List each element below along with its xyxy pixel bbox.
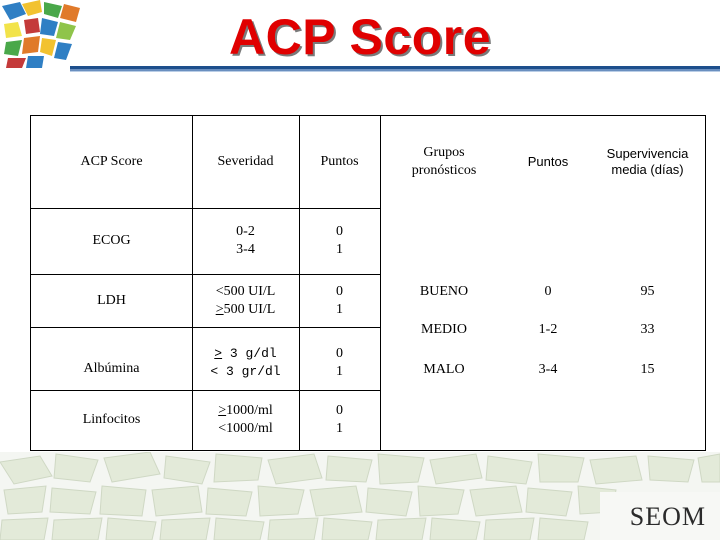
ecog-puntos <box>299 208 380 274</box>
linfocitos-sev-1 <box>218 402 273 420</box>
albumina-sev-1 <box>214 345 276 363</box>
ecog-severidad <box>192 208 299 274</box>
header-supervivencia <box>588 116 707 208</box>
title-rule-light <box>70 71 720 72</box>
ldh-sev-2-rest: 500 UI/L <box>223 301 276 317</box>
albumina-sev-1-prefix: > <box>214 345 223 361</box>
albumina-puntos <box>299 327 380 390</box>
linfocitos-pts-1: 0 <box>336 403 343 418</box>
row-label-ldh: LDH <box>97 292 126 308</box>
albumina-sev-1-rest: 3 g/dl <box>222 345 277 361</box>
ldh-severidad <box>192 274 299 327</box>
header-grupos-pronosticos <box>380 116 508 208</box>
mosaic-footer-image <box>0 452 720 540</box>
header-acp-score: ACP Score <box>80 154 143 169</box>
header-severidad: Severidad <box>217 154 274 169</box>
group-medio-supervivencia: 33 <box>640 322 655 337</box>
albumina-pts-1: 0 <box>336 345 343 361</box>
seom-logo: SEOM <box>629 502 706 531</box>
header-superv-line1: Supervivencia <box>606 146 689 161</box>
ecog-pts-2: 1 <box>336 242 343 257</box>
linfocitos-puntos <box>299 390 380 450</box>
ldh-sev-1: <500 UI/L <box>215 283 276 299</box>
albumina-sev-2: < 3 gr/dl <box>210 363 281 379</box>
ldh-puntos <box>299 274 380 327</box>
group-bueno-name: BUENO <box>419 284 469 299</box>
ecog-pts-1: 0 <box>336 224 343 239</box>
group-bueno-supervivencia: 95 <box>640 284 655 299</box>
row-label-albumina: Albúmina <box>83 360 140 376</box>
linfocitos-sev-2: <1000/ml <box>218 421 273 436</box>
ldh-pts-1: 0 <box>336 283 343 299</box>
albumina-pts-2: 1 <box>336 363 343 379</box>
group-malo-puntos: 3-4 <box>538 362 558 377</box>
ecog-sev-1: 0-2 <box>236 224 255 239</box>
linfocitos-pts-2: 1 <box>336 421 343 436</box>
linfocitos-severidad <box>192 390 299 450</box>
linfocitos-sev-1-prefix: > <box>218 403 227 418</box>
header-grupos-line1: Grupos <box>423 145 465 160</box>
row-label-ecog: ECOG <box>92 233 131 248</box>
linfocitos-sev-1-rest: 1000/ml <box>226 403 273 418</box>
row-label-linfocitos: Linfocitos <box>82 412 141 427</box>
group-medio-puntos: 1-2 <box>538 322 558 337</box>
header-superv-line2: media (días) <box>611 162 684 177</box>
ldh-sev-2 <box>216 301 276 319</box>
acp-score-table <box>30 115 706 451</box>
group-malo-supervivencia: 15 <box>640 362 655 377</box>
header-puntos-groups: Puntos <box>527 154 569 169</box>
header-grupos-line2: pronósticos <box>411 163 477 178</box>
header-puntos: Puntos <box>320 154 359 169</box>
group-medio-name: MEDIO <box>421 322 467 337</box>
albumina-severidad <box>192 327 299 390</box>
slide-title: ACP Score <box>228 9 492 65</box>
group-malo-name: MALO <box>423 362 465 377</box>
ldh-sev-2-prefix: > <box>215 301 224 317</box>
group-bueno-puntos: 0 <box>544 284 552 299</box>
ldh-pts-2: 1 <box>336 301 343 317</box>
ecog-sev-2: 3-4 <box>236 242 255 257</box>
